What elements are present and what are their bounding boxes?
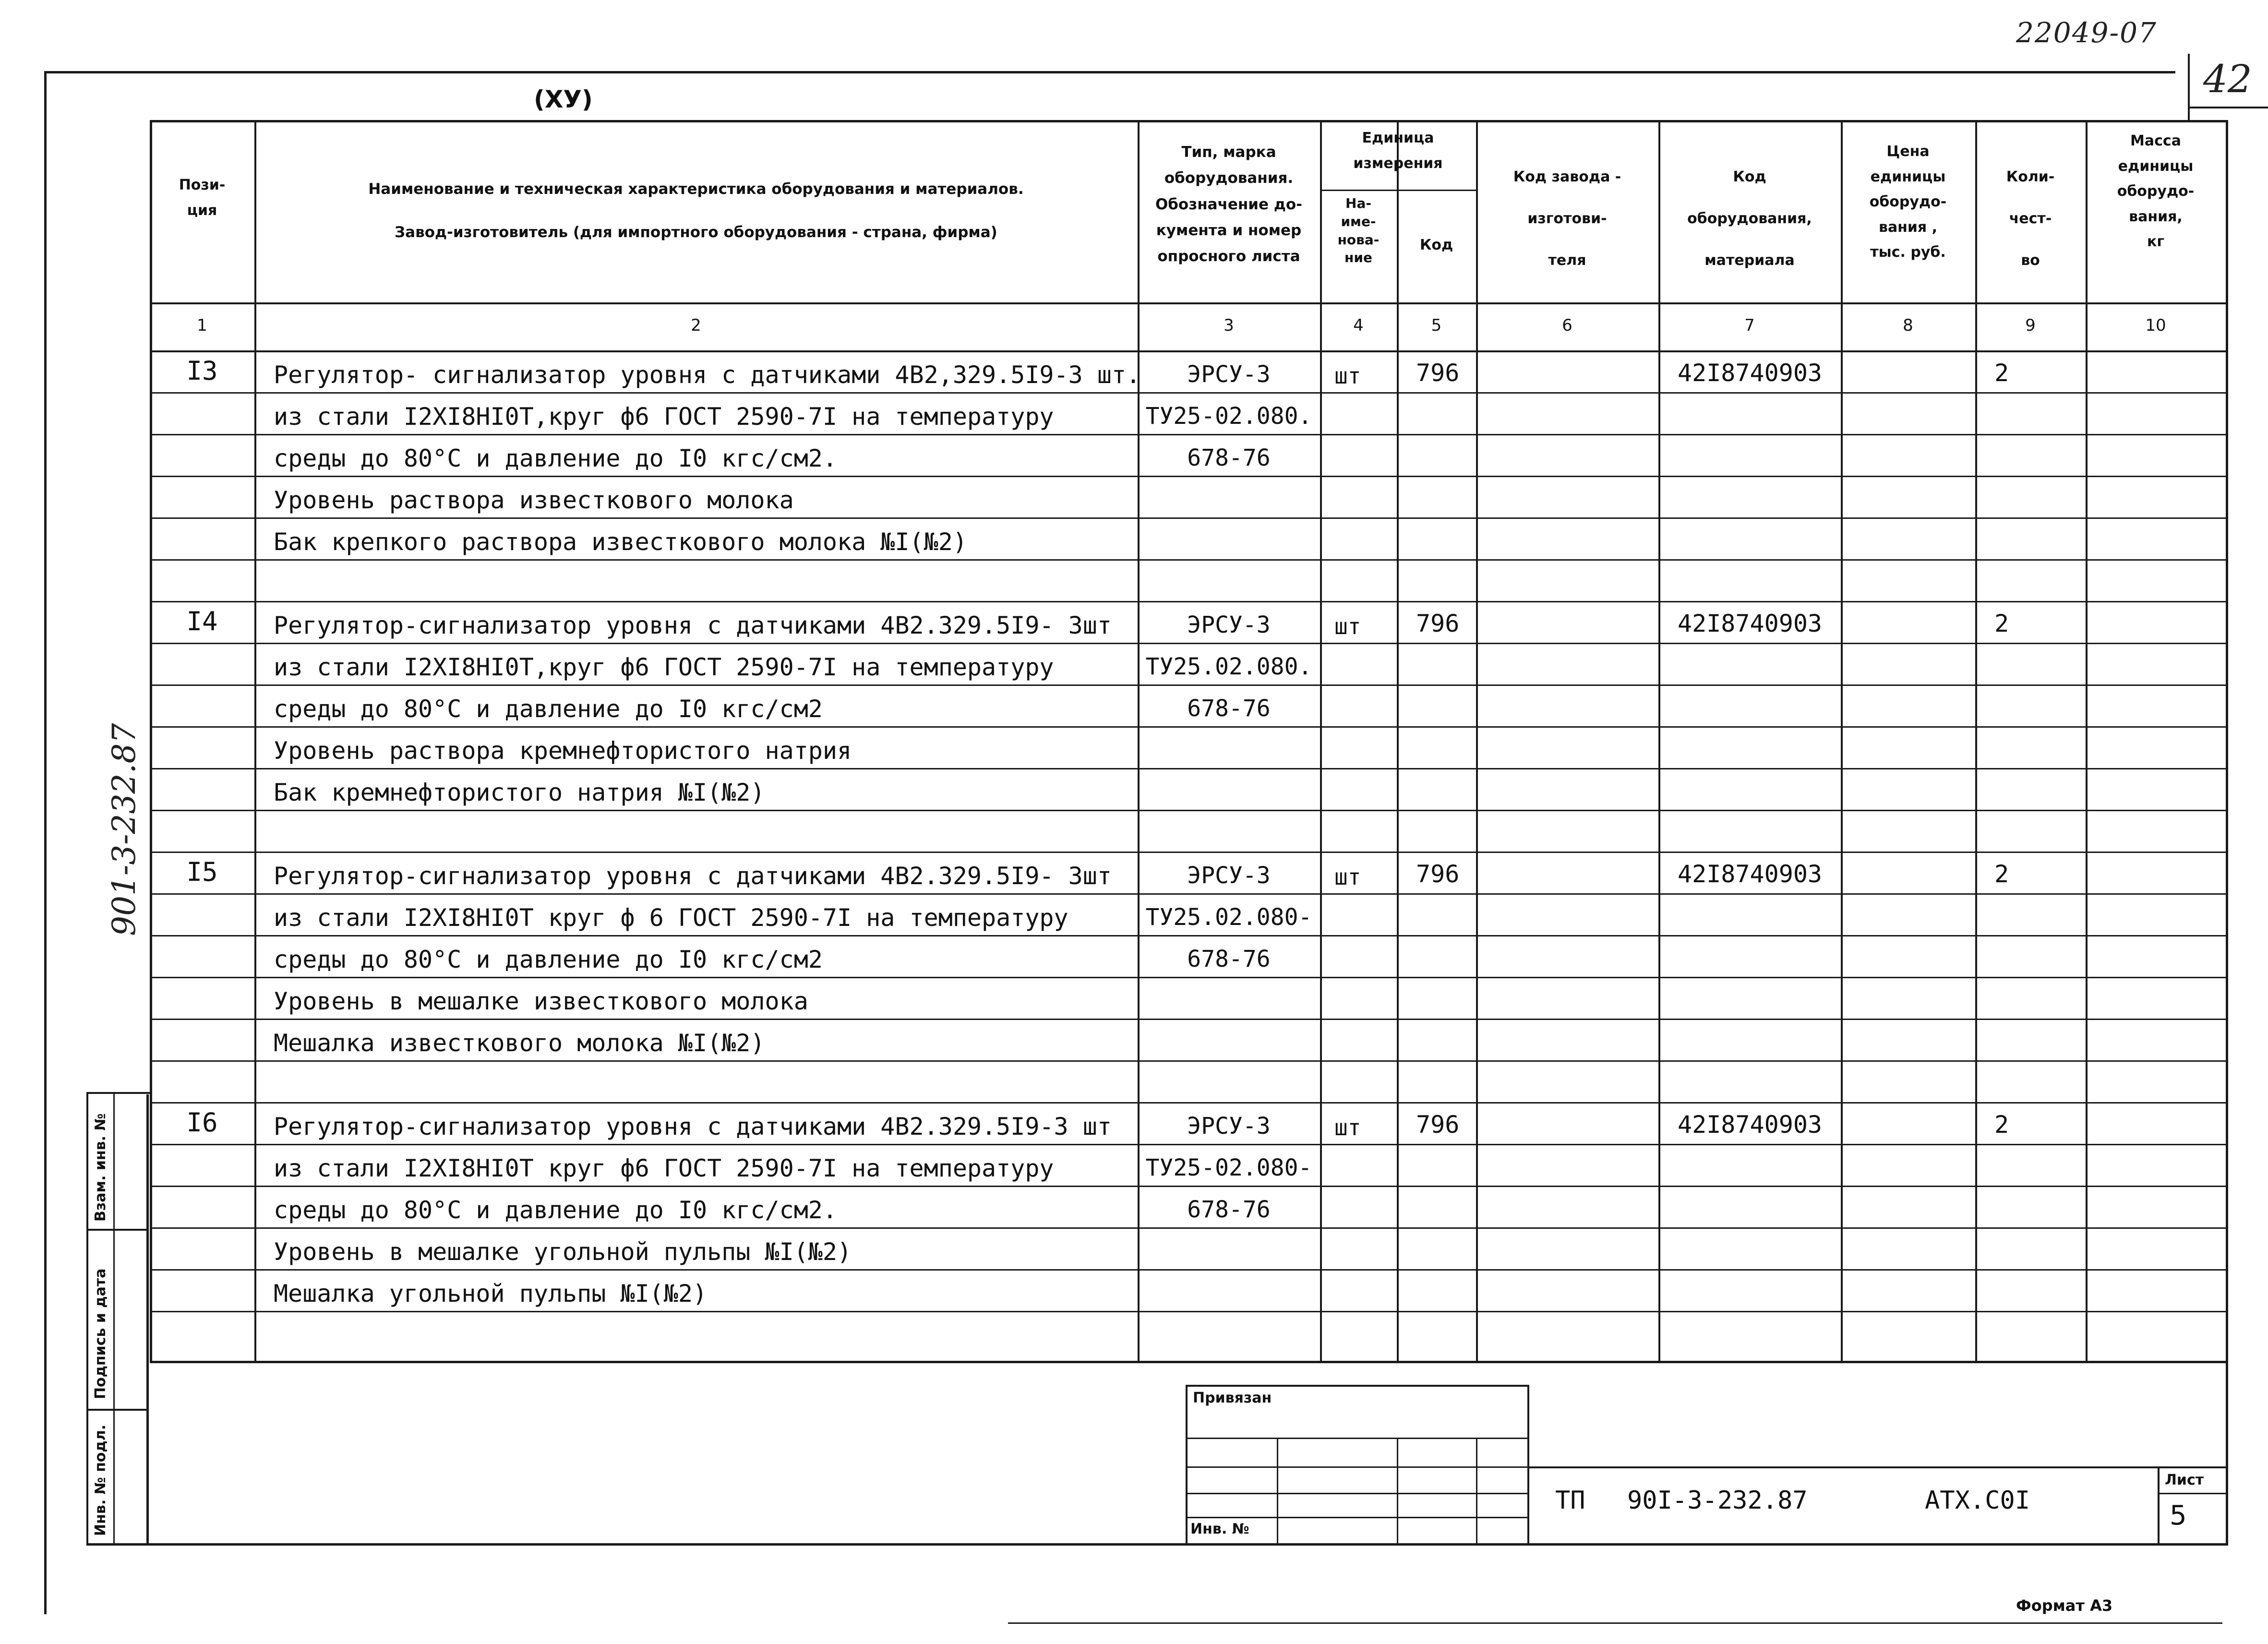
- table-left-border: [150, 120, 152, 1361]
- page-badge: 42: [2203, 57, 2252, 101]
- sign-date-label: Подпись и дата: [92, 1268, 109, 1399]
- material-code-cell: 42I8740903: [1678, 359, 1823, 387]
- left-border: [44, 71, 47, 1614]
- row-divider: [150, 768, 2226, 769]
- row-divider: [150, 1144, 2226, 1145]
- unit-group-header: Единица измерения: [1353, 130, 1443, 172]
- column-divider: [1320, 120, 1322, 1361]
- inv-label: Инв. №: [1190, 1521, 1249, 1537]
- stamp-left-border: [86, 1092, 88, 1543]
- frame-bottom-border: [86, 1543, 2228, 1546]
- row-divider: [150, 1269, 2226, 1271]
- format-label: Формат А3: [2016, 1596, 2113, 1615]
- description-line: Регулятор-сигнализатор уровня с датчиками 4В2.329.5I9- 3шт: [274, 612, 1112, 639]
- column-number: 2: [691, 316, 701, 335]
- column-divider: [254, 120, 256, 1361]
- bound-col-divider: [1277, 1438, 1278, 1543]
- stamp-divider: [86, 1409, 146, 1411]
- description-line: Бак крепкого раствора известкового молока №I(№2): [274, 528, 967, 556]
- mass-header: Масса единицы оборудо- вания, кг: [2117, 132, 2195, 250]
- description-line: из стали I2XI8HI0T,круг ф6 ГОСТ 2590-7I на температуру: [274, 653, 1054, 681]
- row-divider: [150, 1019, 2226, 1020]
- description-line: Уровень раствора кремнефтористого натрия: [274, 737, 852, 765]
- description-line: Уровень раствора известкового молока: [274, 486, 794, 514]
- description-line: среды до 80°С и давление до I0 кгс/см2.: [274, 1196, 837, 1224]
- position-cell: I3: [186, 356, 218, 386]
- top-border: [44, 71, 2175, 73]
- stamp-inner-divider: [113, 1092, 115, 1543]
- unit-name-header: На- име- нова- ние: [1337, 195, 1380, 266]
- material-code-cell: 42I8740903: [1678, 610, 1823, 637]
- column-number: 5: [1431, 316, 1442, 335]
- type-line: 678-76: [1187, 946, 1271, 972]
- description-line: Регулятор-сигнализатор уровня с датчиками 4В2.329.5I9- 3шт: [274, 862, 1112, 890]
- description-line: из стали I2XI8HI0T круг ф 6 ГОСТ 2590-7I на температуру: [274, 904, 1068, 932]
- unit-cell: шт: [1334, 1115, 1361, 1140]
- row-divider: [150, 977, 2226, 978]
- row-divider: [150, 726, 2226, 728]
- row-divider: [150, 1102, 2226, 1104]
- quantity-cell: 2: [1994, 359, 2009, 387]
- doc-number: 90I-3-232.87: [1627, 1486, 1808, 1515]
- corner-code: 22049-07: [2016, 16, 2157, 49]
- unit-cell: шт: [1334, 864, 1361, 890]
- price-header: Цена единицы оборудо- вания , тыс. руб.: [1869, 143, 1947, 261]
- row-divider: [150, 1060, 2226, 1062]
- material-code-cell: 42I8740903: [1678, 1111, 1823, 1139]
- description-line: Регулятор-сигнализатор уровня с датчиками 4В2.329.5I9-3 шт: [274, 1113, 1112, 1140]
- material-code-cell: 42I8740903: [1678, 860, 1823, 888]
- description-line: Уровень в мешалке известкового молока: [274, 987, 808, 1015]
- column-number: 8: [1903, 316, 1913, 335]
- column-number: 1: [197, 316, 207, 335]
- description-line: среды до 80°С и давление до I0 кгс/см2.: [274, 444, 837, 472]
- column-number: 7: [1744, 316, 1755, 335]
- quantity-cell: 2: [1994, 610, 2009, 637]
- description-line: Мешалка угольной пульпы №I(№2): [274, 1280, 708, 1308]
- right-border: [2226, 120, 2228, 1546]
- bound-col-divider: [1397, 1438, 1398, 1543]
- swap-inv-label: Взам. инв. №: [92, 1113, 109, 1222]
- header-top-border: [150, 120, 2228, 122]
- quantity-cell: 2: [1994, 860, 2009, 888]
- side-doc-number: 901-3-232.87: [106, 723, 143, 936]
- sheet-box-left: [2158, 1466, 2160, 1543]
- row-divider: [150, 434, 2226, 435]
- section-mark: (ХУ): [534, 85, 593, 113]
- sheet-box-divider: [2158, 1493, 2226, 1494]
- description-line: среды до 80°С и давление до I0 кгс/см2: [274, 946, 823, 973]
- sheet-code: АТХ.С0I: [1925, 1486, 2030, 1515]
- row-divider: [150, 392, 2226, 394]
- description-line: Мешалка известкового молока №I(№2): [274, 1029, 765, 1057]
- unit-code-cell: 796: [1416, 1111, 1460, 1139]
- type-line: 678-76: [1187, 1196, 1271, 1223]
- row-divider: [150, 852, 2226, 853]
- column-divider: [1397, 120, 1399, 1361]
- unit-code-cell: 796: [1416, 610, 1460, 637]
- row-divider: [150, 1227, 2226, 1229]
- quantity-header: Коли- чест- во: [2006, 168, 2055, 269]
- row-divider: [150, 476, 2226, 477]
- column-divider: [1476, 120, 1478, 1361]
- table-bottom-border: [150, 1361, 2228, 1363]
- position-cell: I5: [186, 857, 218, 887]
- stamp-right-border: [146, 1094, 149, 1543]
- type-line: ТУ25-02.080.: [1145, 403, 1312, 430]
- type-line: 678-76: [1187, 695, 1271, 722]
- row-divider: [150, 684, 2226, 686]
- description-line: Уровень в мешалке угольной пульпы №I(№2): [274, 1238, 852, 1266]
- type-line: ЭРСУ-3: [1187, 612, 1271, 638]
- row-divider: [150, 1186, 2226, 1187]
- column-number: 3: [1224, 316, 1234, 335]
- material-code-header: Код оборудования, материала: [1687, 168, 1812, 269]
- position-cell: I6: [186, 1107, 218, 1138]
- type-line: ЭРСУ-3: [1187, 361, 1271, 388]
- header-bottom-border: [150, 302, 2226, 304]
- tp-label: ТП: [1555, 1486, 1585, 1515]
- description-line: из стали I2XI8HI0T круг ф6 ГОСТ 2590-7I на температуру: [274, 1154, 1054, 1182]
- type-line: ЭРСУ-3: [1187, 862, 1271, 889]
- sheet-label: Лист: [2165, 1472, 2204, 1488]
- sheet-number: 5: [2170, 1500, 2187, 1531]
- stamp-top-border: [86, 1092, 150, 1094]
- column-divider: [1658, 120, 1660, 1361]
- position-cell: I4: [186, 606, 218, 636]
- unit-cell: шт: [1334, 613, 1361, 639]
- bound-block-right: [1527, 1385, 1529, 1543]
- bound-block-top: [1186, 1385, 1529, 1387]
- unit-code-header: Код: [1419, 237, 1453, 253]
- bound-block-left: [1186, 1385, 1188, 1543]
- description-line: из стали I2XI8HI0T,круг ф6 ГОСТ 2590-7I на температуру: [274, 403, 1054, 431]
- row-divider: [150, 559, 2226, 561]
- bound-col-divider: [1476, 1438, 1477, 1543]
- description-line: среды до 80°С и давление до I0 кгс/см2: [274, 695, 823, 723]
- type-line: 678-76: [1187, 444, 1271, 471]
- bound-label: Привязан: [1193, 1390, 1272, 1406]
- row-divider: [150, 1311, 2226, 1312]
- badge-left-border: [2188, 54, 2190, 121]
- format-rule: [1008, 1622, 2222, 1624]
- orig-inv-label: Инв. № подл.: [92, 1424, 109, 1536]
- row-divider: [150, 810, 2226, 811]
- row-divider: [150, 601, 2226, 602]
- type-line: ТУ25-02.080-: [1145, 1154, 1312, 1181]
- type-line: ЭРСУ-3: [1187, 1113, 1271, 1140]
- stamp-divider: [86, 1229, 146, 1231]
- unit-code-cell: 796: [1416, 860, 1460, 888]
- unit-header-split: [1320, 190, 1476, 191]
- type-header: Тип, марка оборудования. Обозначение до- кумента и номер опросного листа: [1155, 144, 1303, 265]
- row-divider: [150, 935, 2226, 936]
- column-divider: [1841, 120, 1843, 1361]
- column-number: 10: [2145, 316, 2166, 335]
- column-number: 4: [1353, 316, 1364, 335]
- quantity-cell: 2: [1994, 1111, 2009, 1139]
- factory-code-header: Код завода - изготови- теля: [1513, 168, 1621, 269]
- description-line: Регулятор- сигнализатор уровня с датчиками 4В2,329.5I9-3 шт.: [274, 361, 1141, 389]
- column-number-bottom: [150, 350, 2226, 352]
- row-divider: [150, 517, 2226, 519]
- type-line: ТУ25.02.080-: [1145, 904, 1312, 931]
- badge-bottom-border: [2188, 107, 2268, 108]
- name-header: Наименование и техническая характеристика оборудования и материалов. Завод-изготовитель (для импортного оборудования - страна, фирма): [368, 180, 1024, 241]
- type-line: ТУ25.02.080.: [1145, 653, 1312, 680]
- unit-cell: шт: [1334, 363, 1361, 389]
- position-header: Пози- ция: [179, 177, 226, 219]
- description-line: Бак кремнефтористого натрия №I(№2): [274, 779, 765, 806]
- row-divider: [150, 643, 2226, 644]
- column-divider: [2086, 120, 2088, 1361]
- row-divider: [150, 893, 2226, 895]
- main-stamp-top: [1529, 1466, 2226, 1468]
- column-divider: [1975, 120, 1977, 1361]
- unit-code-cell: 796: [1416, 359, 1460, 387]
- column-number: 6: [1562, 316, 1572, 335]
- column-number: 9: [2025, 316, 2036, 335]
